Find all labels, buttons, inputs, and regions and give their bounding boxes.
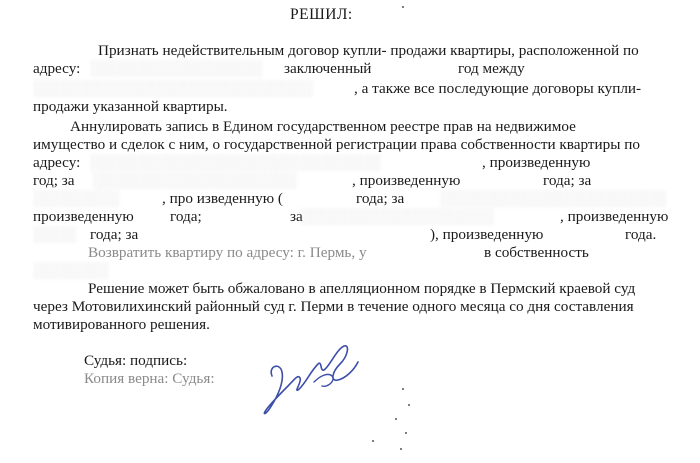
redacted-text: ░░░░░░░░░░░░░░░░░░░░░ <box>440 190 666 207</box>
p3-line-start: Возвратить квартиру по адресу: г. Пермь, у <box>88 244 367 261</box>
p2-line-2: имущество и сделок с ним, о государственной регистрации права собственности квартиры по <box>33 136 640 153</box>
p1-line-2-end: год между <box>458 60 525 77</box>
p2-line-6-za: за <box>290 208 303 225</box>
decision-heading: РЕШИЛ: <box>290 6 353 23</box>
p1-line-2-start: адресу: <box>33 60 81 77</box>
p2-line-4-end: года; за <box>543 172 592 189</box>
speck <box>400 448 402 450</box>
speck <box>395 418 397 420</box>
redacted-text: ░░░░░░░░░░░░░░░░░░░░░░░░░░ <box>33 80 313 97</box>
speck <box>408 404 410 406</box>
p2-line-3-start: адресу: <box>33 154 81 171</box>
p1-line-3: , а также все последующие договоры купли- <box>354 80 642 97</box>
p2-line-6-mid: года; <box>170 208 202 225</box>
redacted-text: ░░░░░░░░░░░░░░░░░░░ <box>92 172 297 189</box>
judge-signature-label: Судья: подпись: <box>84 352 188 369</box>
p2-line-5-end: года; за <box>356 190 405 207</box>
redacted-text: ░░░░░░░░ <box>33 190 120 207</box>
p2-line-4-start: год; за <box>33 172 75 189</box>
handwritten-signature <box>258 336 368 422</box>
p2-line-5-mid: , про изведенную ( <box>162 190 283 207</box>
p3-line-end: в собственность <box>484 244 589 261</box>
redacted-text: ░░░░░░░░░░░░░░░░░░░░░░░░░░░ <box>90 154 381 171</box>
p4-line-1: Решение может быть обжаловано в апелляционном порядке в Пермский краевой суд <box>88 280 636 297</box>
speck <box>402 388 404 390</box>
p2-line-6-start: произведенную <box>33 208 134 225</box>
p4-line-3: мотивированного решения. <box>33 316 210 333</box>
p4-line-2: через Мотовилихинский районный суд г. Перми в течение одного месяца со дня составления <box>33 298 634 315</box>
p2-line-1: Аннулировать запись в Едином государственном реестре прав на недвижимое <box>70 118 576 135</box>
redacted-text: ░░░░░░░ <box>33 262 109 279</box>
redacted-text: ░░░░░░░░░░░░░░░░░░ <box>300 208 494 225</box>
redacted-text: ░░░░ <box>33 226 77 243</box>
p2-line-6-end: , произведенную <box>560 208 669 225</box>
p1-line-4: продажи указанной квартиры. <box>33 98 228 115</box>
p2-line-3-end: , произведенную <box>482 154 591 171</box>
p2-line-7-end: года. <box>625 226 657 243</box>
speck <box>405 432 407 434</box>
speck <box>372 440 374 442</box>
redacted-text: ░░░░░░░░░░░░░░░░ <box>90 60 263 77</box>
speck <box>402 6 404 8</box>
p1-line-1: Признать недействительным договор купли- продажи квартиры, расположенной по <box>98 42 639 59</box>
p2-line-7-start: года; за <box>90 226 139 243</box>
copy-certified-label: Копия верна: Судья: <box>84 370 215 387</box>
p1-line-2-mid: заключенный <box>284 60 372 77</box>
p2-line-4-mid: , произведенную <box>352 172 461 189</box>
p2-line-7-mid: ), произведенную <box>430 226 544 243</box>
